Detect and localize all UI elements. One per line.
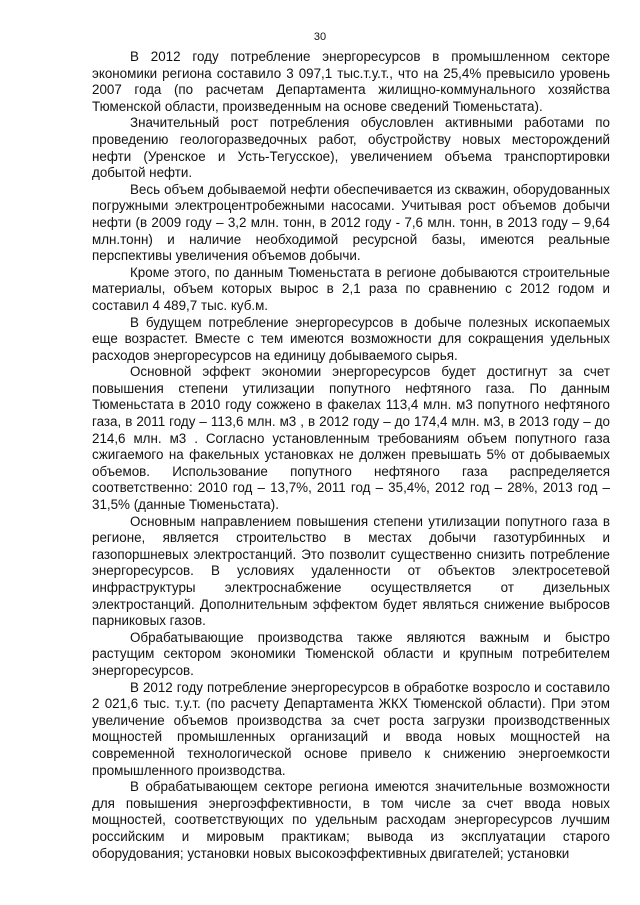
paragraph: Основной эффект экономии энергоресурсов будет достигнут за счет повышения степени утилизации попутного нефтяного газа. По данным Тюменьстата в 2010 году сожжено в факелах 113,4 млн. м3 попутного нефтяного газа, в 2011 году – 113,6 млн. м3 , в 2012 году – до 174,4 млн. м3, в 2013 году – до 214,6 млн. м3 . Согласно установленным требованиям объем попутного газа сжигаемого на факельных установках не должен превышать 5% от добываемых объемов. Использование попутного нефтяного газа распределяется соответственно: 2010 год – 13,7%, 2011 год – 35,4%, 2012 год – 28%, 2013 год – 31,5% (данные Тюменьстата). bbox=[92, 364, 610, 513]
paragraph: В будущем потребление энергоресурсов в добыче полезных ископаемых еще возрастет. Вместе с тем имеются возможности для сокращения удельных расходов энергоресурсов на единицу добываемого сырья. bbox=[92, 314, 610, 363]
paragraph: Основным направлением повышения степени утилизации попутного газа в регионе, является строительство в местах добычи газотурбинных и газопоршневых электростанций. Это позволит существенно снизить потребление энергоресурсов. В условиях удаленности от объектов электросетевой инфраструктуры электроснабжение осуществляется от дизельных электростанций. Дополнительным эффектом будет являться снижение выбросов парниковых газов. bbox=[92, 513, 610, 629]
page-number: 30 bbox=[313, 31, 327, 43]
document-body bbox=[92, 49, 610, 862]
paragraph: Значительный рост потребления обусловлен активными работами по проведению геологоразведочных работ, обустройству новых месторождений нефти (Уренское и Усть-Тегусское), увеличением объема транспортировки добытой нефти. bbox=[92, 115, 610, 181]
paragraph: В 2012 году потребление энергоресурсов в обработке возросло и составило 2 021,6 тыс. т.у.т. (по расчету Департамента ЖКХ Тюменской области). При этом увеличение объемов производства за счет роста загрузки производственных мощностей промышленных организаций и ввода новых мощностей на современной технологической основе привело к снижению энергоемкости промышленного производства. bbox=[92, 679, 610, 778]
paragraph: Весь объем добываемой нефти обеспечивается из скважин, оборудованных погружными электроцентробежными насосами. Учитывая рост объемов добычи нефти (в 2009 году – 3,2 млн. тонн, в 2012 году - 7,6 млн. тонн, в 2013 году – 9,64 млн.тонн) и наличие необходимой ресурсной базы, имеются реальные перспективы увеличения объемов добычи. bbox=[92, 181, 610, 264]
paragraph: В 2012 году потребление энергоресурсов в промышленном секторе экономики региона составило 3 097,1 тыс.т.у.т., что на 25,4% превысило уровень 2007 года (по расчетам Департамента жилищно-коммунального хозяйства Тюменской области, произведенным на основе сведений Тюменьстата). bbox=[92, 49, 610, 114]
paragraph: Кроме этого, по данным Тюменьстата в регионе добываются строительные материалы, объем которых вырос в 2,1 раза по сравнению с 2012 годом и составил 4 489,7 тыс. куб.м. bbox=[92, 264, 610, 313]
paragraph: Обрабатывающие производства также являются важным и быстро растущим сектором экономики Тюменской области и крупным потребителем энергоресурсов. bbox=[92, 629, 610, 678]
paragraph: В обрабатывающем секторе региона имеются значительные возможности для повышения энергоэффективности, в том числе за счет ввода новых мощностей, соответствующих по удельным расходам энергоресурсов лучшим российским и мировым практикам; вывода из эксплуатации старого оборудования; установки новых высокоэффективных двигателей; установки bbox=[92, 779, 610, 861]
